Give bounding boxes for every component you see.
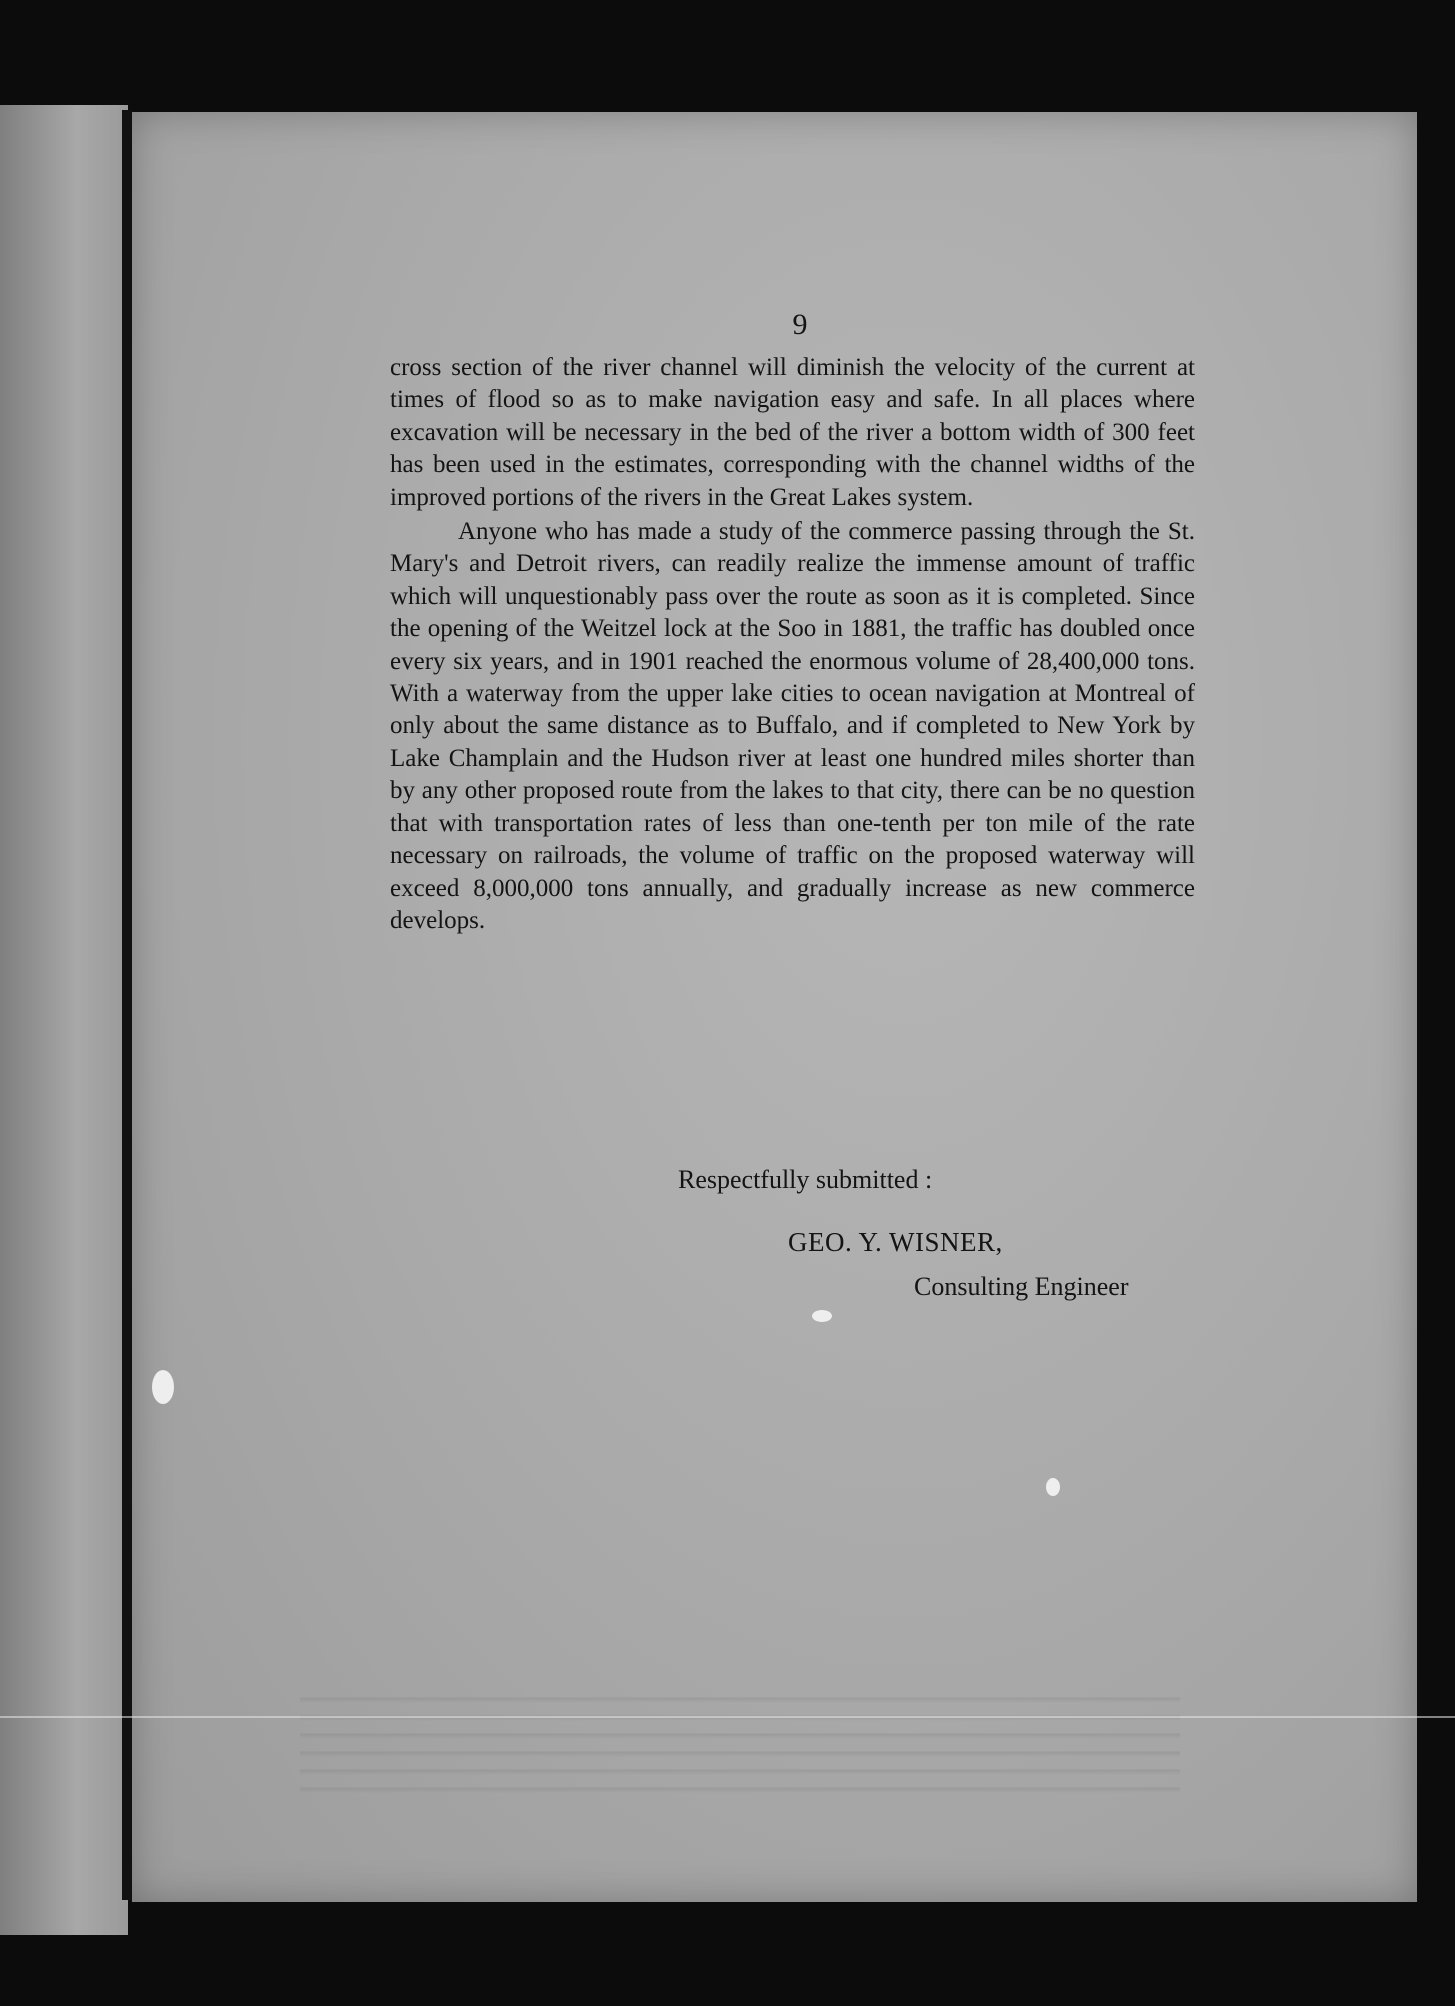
signer-title: Consulting Engineer	[914, 1272, 1129, 1301]
body-text	[390, 352, 1195, 937]
signer-name: GEO. Y. WISNER,	[788, 1227, 1003, 1257]
closing-line: Respectfully submitted :	[678, 1165, 933, 1194]
page-number: 9	[792, 308, 808, 341]
paragraph-1: cross section of the river channel will diminish the velocity of the current at times of flood so as to make navigation easy and safe. In all places where excavation will be necessary in the bed of the river a bottom width of 300 feet has been used in the estimates, corresponding with the channel widths of the improved portions of the rivers in the Great Lakes system.	[390, 354, 1195, 511]
bleed-through-text	[300, 1685, 1180, 1795]
paper-spot	[1046, 1478, 1060, 1496]
paper-spot	[152, 1370, 174, 1404]
scan-line-artifact	[0, 1716, 1455, 1718]
book-binding	[122, 110, 132, 1900]
paper-spot	[812, 1310, 832, 1322]
facing-page-edge	[0, 105, 128, 1935]
paragraph-2: Anyone who has made a study of the commerce passing through the St. Mary's and Detroit rivers, can readily realize the immense amount of traffic which will unquestionably pass over the route as soon as it is completed. Since the opening of the Weitzel lock at the Soo in 1881, the traffic has doubled once every six years, and in 1901 reached the enormous volume of 28,400,000 tons. With a waterway from the upper lake cities to ocean navigation at Montreal of only about the same distance as to Buffalo, and if completed to New York by Lake Champlain and the Hudson river at least one hundred miles shorter than by any other proposed route from the lakes to that city, there can be no question that with transportation rates of less than one-tenth per ton mile of the rate necessary on railroads, the volume of traffic on the proposed waterway will exceed 8,000,000 tons annually, and gradually increase as new commerce develops.	[390, 518, 1195, 934]
